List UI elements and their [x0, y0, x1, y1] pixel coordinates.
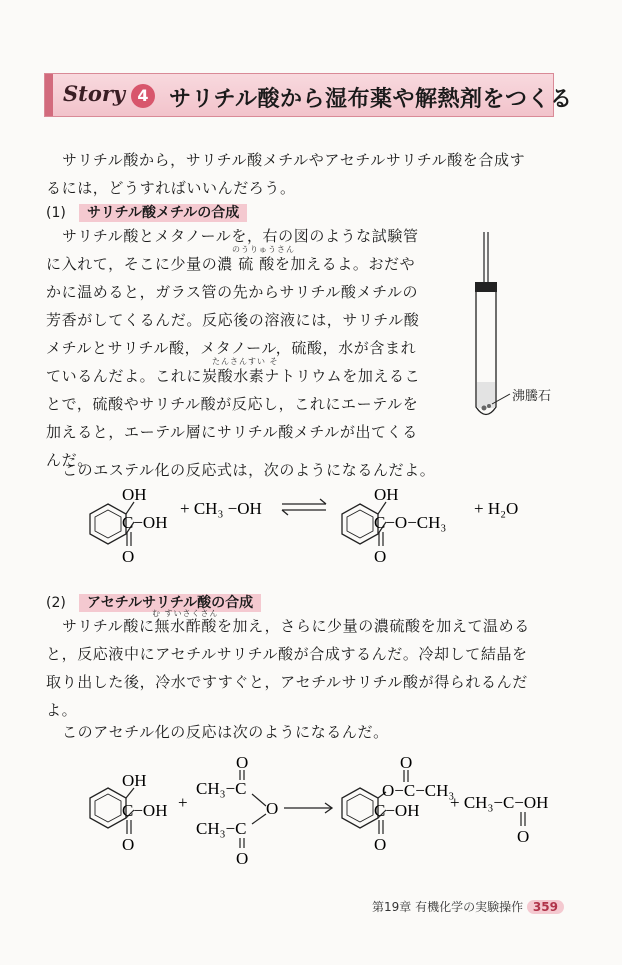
page-title: サリチル酸から湿布薬や解熱剤をつくる	[169, 86, 573, 112]
story-banner	[44, 73, 573, 117]
reaction2-equation	[70, 752, 580, 872]
r1-c-oh: C−OH	[122, 513, 168, 532]
r2-oh: OH	[122, 771, 147, 790]
r2-anh-o-top: O	[236, 753, 249, 772]
section1-text: とで，硫酸やサリチル酸が反応し，これにエーテルを	[46, 395, 419, 413]
section1-number: (1)	[46, 205, 66, 221]
section1-text: ているんだよ。これに炭酸水素ナトリウムを加えるこ	[46, 367, 421, 385]
r2-ester-o-top: O	[400, 753, 413, 772]
intro-line: サリチル酸から，サリチル酸メチルやアセチルサリチル酸を合成す	[62, 151, 526, 169]
section1-text: に入れて，そこに少量の濃 硫 酸を加えるよ。おだや	[46, 255, 416, 273]
r1-product-ester: C−O−CH₃	[374, 513, 447, 532]
section1-text: メチルとサリチル酸，メタノール，硫酸，水が含まれ	[46, 339, 417, 357]
reaction1-intro	[62, 456, 435, 484]
ruby-tansansuiso: たんさんすい そ	[212, 357, 279, 366]
intro-line: るには，どうすればいいんだろう。	[46, 179, 296, 197]
r2-acetic-acid: + CH₃−C−OH	[450, 793, 549, 812]
r1-water: + H₂O	[474, 499, 519, 518]
section2-body	[46, 640, 576, 724]
r2-ester-group: O−C−CH₃	[382, 781, 455, 800]
ruby-noryusan: のうりゅうさん	[232, 245, 295, 254]
intro-paragraph	[62, 146, 572, 174]
r1-o: O	[122, 547, 135, 566]
r2-ch3c-bot: CH₃−C	[196, 819, 247, 838]
reaction1-equation	[70, 482, 550, 568]
section2-label: アセチルサリチル酸の合成	[79, 594, 261, 612]
r1-product-oh: OH	[374, 485, 399, 504]
section2-text: 取り出した後，冷水ですすぐと，アセチルサリチル酸が得られるんだ	[46, 673, 528, 691]
banner-accent	[45, 74, 53, 116]
intro-continuation	[46, 174, 566, 202]
section2-text: よ。	[46, 701, 78, 719]
section2-number: (2)	[46, 595, 66, 611]
page-footer	[372, 898, 564, 915]
reaction2-intro-text: このアセチル化の反応は次のようになるんだ。	[62, 723, 389, 741]
section1-text: サリチル酸とメタノールを，右の図のような試験管	[62, 227, 419, 245]
section1-text: んだ。	[46, 451, 93, 469]
section1-text: 加えると，エーテル層にサリチル酸メチルが出てくる	[46, 423, 418, 441]
story-label: Story	[63, 81, 126, 106]
ruby-musuisakusan: む すいさくさん	[152, 609, 219, 618]
r2-ch3c-top: CH₃−C	[196, 779, 247, 798]
r1-product-o: O	[374, 547, 387, 566]
r2-o: O	[122, 835, 135, 854]
r2-bridge-o: O	[266, 799, 279, 818]
boiling-stone-label: 沸騰石	[512, 389, 552, 404]
chapter-label: 第19章 有機化学の実験操作	[372, 900, 524, 914]
r1-oh: OH	[122, 485, 147, 504]
section1-label: サリチル酸メチルの合成	[79, 204, 247, 222]
r2-plus: +	[178, 793, 188, 812]
r2-prod-c-oh: C−OH	[374, 801, 420, 820]
section1-text: 芳香がしてくるんだ。反応後の溶液には，サリチル酸	[46, 311, 420, 329]
page-number: 359	[527, 900, 564, 914]
reaction2-intro	[62, 718, 389, 746]
r1-methanol: + CH₃ −OH	[180, 499, 262, 518]
r2-anh-o-bot: O	[236, 849, 249, 868]
r2-acid-o: O	[517, 827, 530, 846]
story-number-badge: 4	[131, 84, 155, 108]
reaction1-intro-text: このエステル化の反応式は，次のようになるんだよ。	[62, 461, 436, 479]
section1-heading	[46, 202, 247, 222]
section1-text: かに温めると，ガラス管の先からサリチル酸メチルの	[46, 283, 419, 301]
r2-c-oh: C−OH	[122, 801, 168, 820]
section2-line	[62, 612, 582, 640]
section2-text: と，反応液中にアセチルサリチル酸が合成するんだ。冷却して結晶を	[46, 645, 528, 663]
r2-prod-o: O	[374, 835, 387, 854]
section2-text: サリチル酸に無水酢酸を加え，さらに少量の濃硫酸を加えて温める	[62, 617, 530, 635]
test-tube-figure	[460, 232, 570, 432]
